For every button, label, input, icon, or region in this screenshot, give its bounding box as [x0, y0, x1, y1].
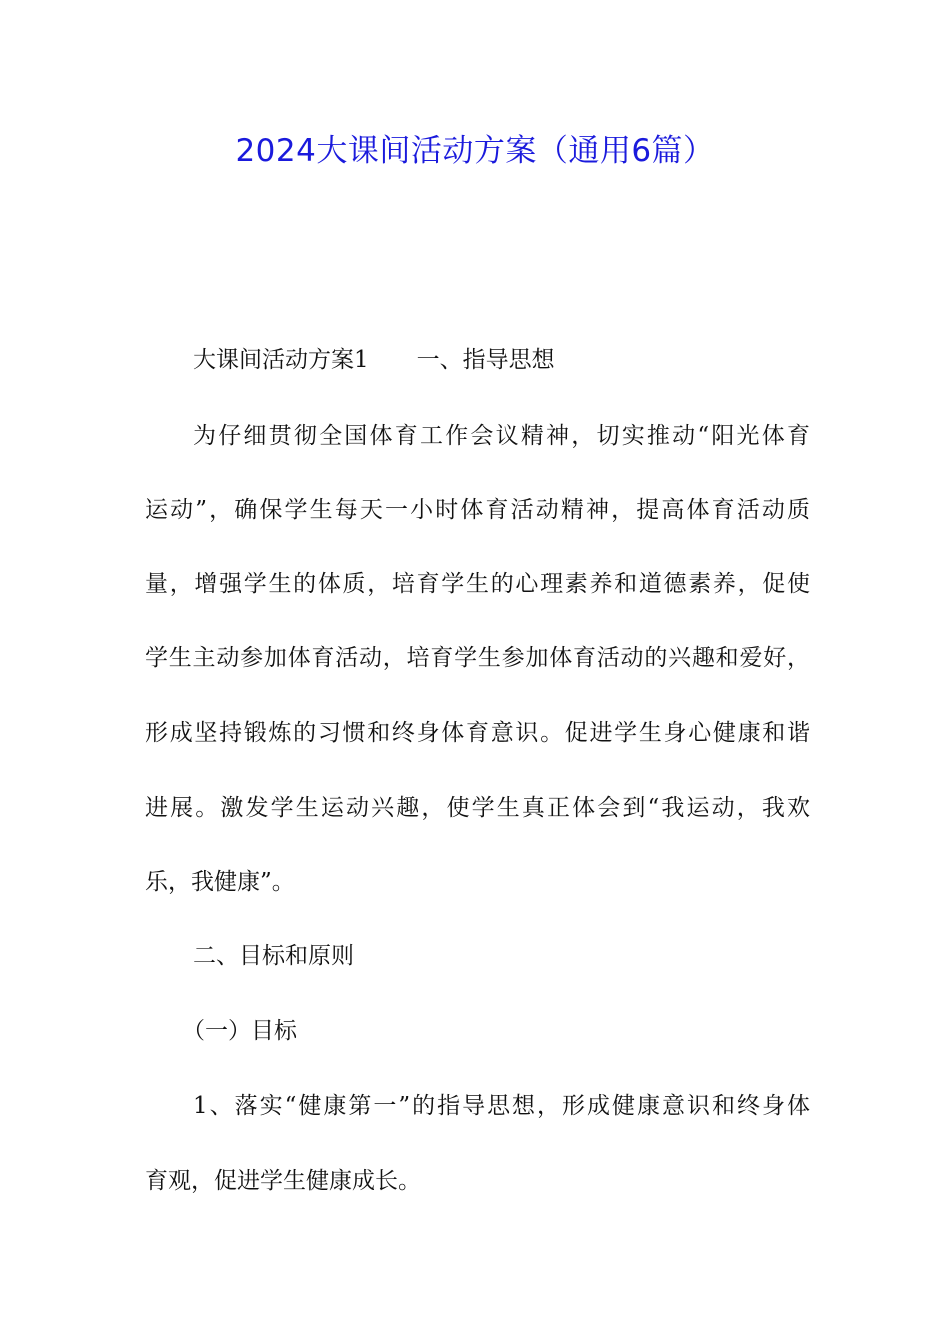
plan-heading: 大课间活动方案1: [193, 347, 369, 373]
paragraph-line: 学生主动参加体育活动，培育学生参加体育活动的兴趣和爱好，: [145, 645, 810, 671]
paragraph-line: 形成坚持锻炼的习惯和终身体育意识。促进学生身心健康和谐: [145, 720, 810, 746]
paragraph-line: 运动”，确保学生每天一小时体育活动精神，提高体育活动质: [145, 497, 810, 523]
section-heading-goals-principles: 二、目标和原则: [193, 943, 354, 969]
paragraph-line: 为仔细贯彻全国体育工作会议精神，切实推动“阳光体育: [193, 423, 810, 449]
list-item-line: 1、落实“健康第一”的指导思想，形成健康意识和终身体: [193, 1093, 810, 1119]
heading-line: [193, 345, 858, 375]
paragraph-line: 量，增强学生的体质，培育学生的心理素养和道德素养，促使: [145, 571, 810, 597]
paragraph-line: 进展。激发学生运动兴趣，使学生真正体会到“我运动，我欢: [145, 795, 810, 821]
paragraph-line: 乐，我健康”。: [145, 869, 295, 895]
document-title: 2024大课间活动方案（通用6篇）: [235, 133, 715, 169]
subsection-heading-goals: （一）目标: [182, 1018, 297, 1044]
list-item-line: 育观，促进学生健康成长。: [145, 1168, 421, 1194]
section-heading-guiding-ideology: 一、指导思想: [416, 347, 555, 373]
